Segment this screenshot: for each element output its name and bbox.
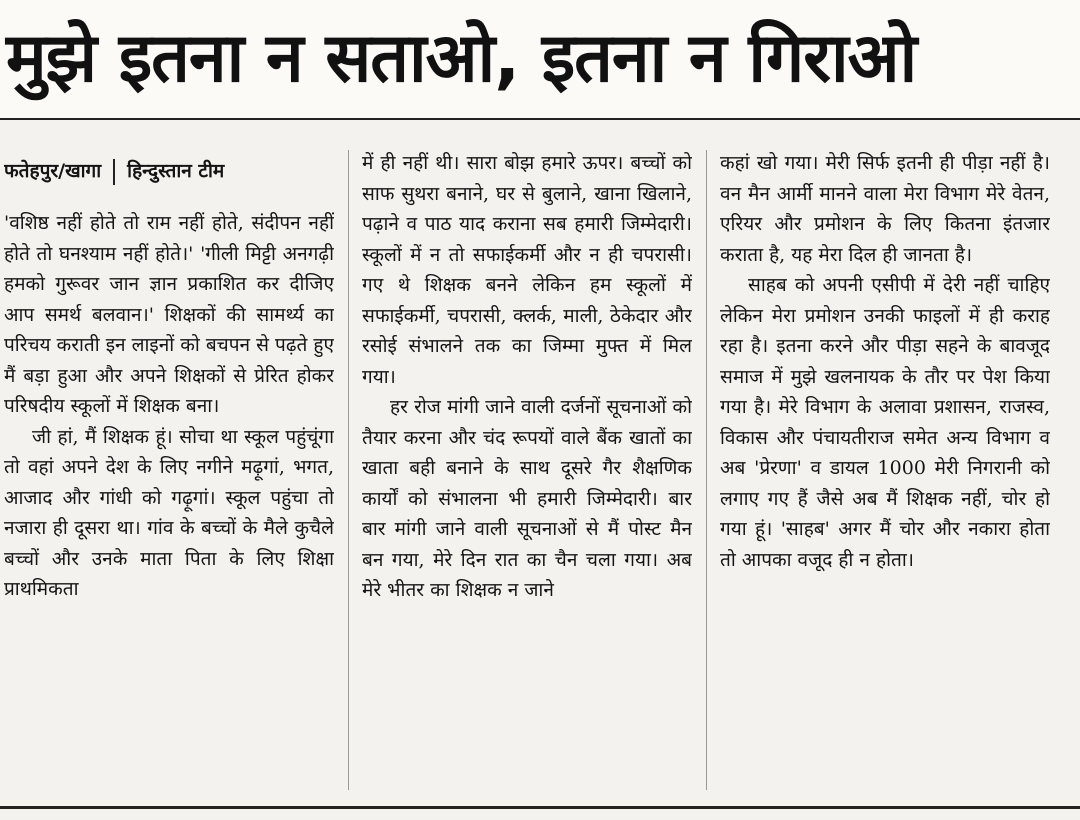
paragraph: कहां खो गया। मेरी सिर्फ इतनी ही पीड़ा नहीं है। वन मैन आर्मी मानने वाला मेरा विभाग मेरे वेतन, एरियर और प्रमोशन के लिए कितना इंतजार कराता है, यह मेरा दिल ही जानता है। (720, 152, 1050, 266)
paragraph: जी हां, मैं शिक्षक हूं। सोचा था स्कूल पहुंचूंगा तो वहां अपने देश के लिए नगीने मढ़ूगां, भगत, आजाद और गांधी को गढ़ूगां। स्कूल पहुंचा तो नजारा ही दूसरा था। गांव के बच्चों के मैले कुचैले बच्चों और उनके माता पिता के लिए शिक्षा प्राथमिकता (4, 425, 334, 600)
byline-place: फतेहपुर/खागा (4, 160, 102, 182)
bottom-rule (0, 806, 1080, 809)
paragraph: 'वशिष्ठ नहीं होते तो राम नहीं होते, संदीपन नहीं होते तो घनश्याम नहीं होते।' 'गीली मिट्टी अनगढ़ी हमको गुरूवर जान ज्ञान प्रकाशित कर दीजिए आप समर्थ बलवान।' शिक्षकों की सामर्थ्य का परिचय कराती इन लाइनों को बचपन से पढ़ते हुए मैं बड़ा हुआ और अपने शिक्षकों से प्रेरित होकर परिषदीय स्कूलों में शिक्षक बना। (4, 212, 334, 417)
paragraph: में ही नहीं थी। सारा बोझ हमारे ऊपर। बच्चों को साफ सुथरा बनाने, घर से बुलाने, खाना खिलाने, पढ़ाने व पाठ याद कराना सब हमारी जिम्मेदारी। स्कूलों में न तो सफाईकर्मी और न ही चपरासी। गए थे शिक्षक बनने लेकिन हम स्कूलों में सफाईकर्मी, चपरासी, क्लर्क, माली, ठेकेदार और रसोई संभालने तक का जिम्मा मुफ्त में मिल गया। (362, 152, 692, 388)
paragraph: हर रोज मांगी जाने वाली दर्जनों सूचनाओं को तैयार करना और चंद रूपयों वाले बैंक खातों का खाता बही बनाने के साथ दूसरे गैर शैक्षणिक कार्यों को संभालना भी हमारी जिम्मेदारी। बार बार मांगी जाने वाली सूचनाओं से मैं पोस्ट मैन बन गया, मेरे दिन रात का चैन चला गया। अब मेरे भीतर का शिक्षक न जाने (362, 396, 692, 601)
column-3 (720, 148, 1050, 575)
headline-area (0, 0, 1080, 118)
headline: मुझे इतना न सताओ, इतना न गिराओ (6, 19, 917, 98)
byline (4, 156, 334, 186)
column-1 (4, 148, 334, 605)
byline-team: हिन्दुस्तान टीम (127, 160, 225, 182)
article-body (0, 140, 1080, 790)
column-2 (362, 148, 692, 606)
paragraph: साहब को अपनी एसीपी में देरी नहीं चाहिए लेकिन मेरा प्रमोशन उनकी फाइलों में ही कराह रहा है। इतना करने और पीड़ा सहने के बावजूद समाज में मुझे खलनायक के तौर पर पेश किया गया है। मेरे विभाग के अलावा प्रशासन, राजस्व, विकास और पंचायतीराज समेत अन्य विभाग व अब 'प्रेरणा' व डायल 1000 मेरी निगरानी को लगाए गए हैं जैसे अब मैं शिक्षक नहीं, चोर हो गया हूं। 'साहब' अगर मैं चोर और नकारा होता तो आपका वजूद ही न होता। (720, 274, 1050, 571)
headline-rule (0, 118, 1080, 120)
byline-separator (113, 159, 115, 185)
